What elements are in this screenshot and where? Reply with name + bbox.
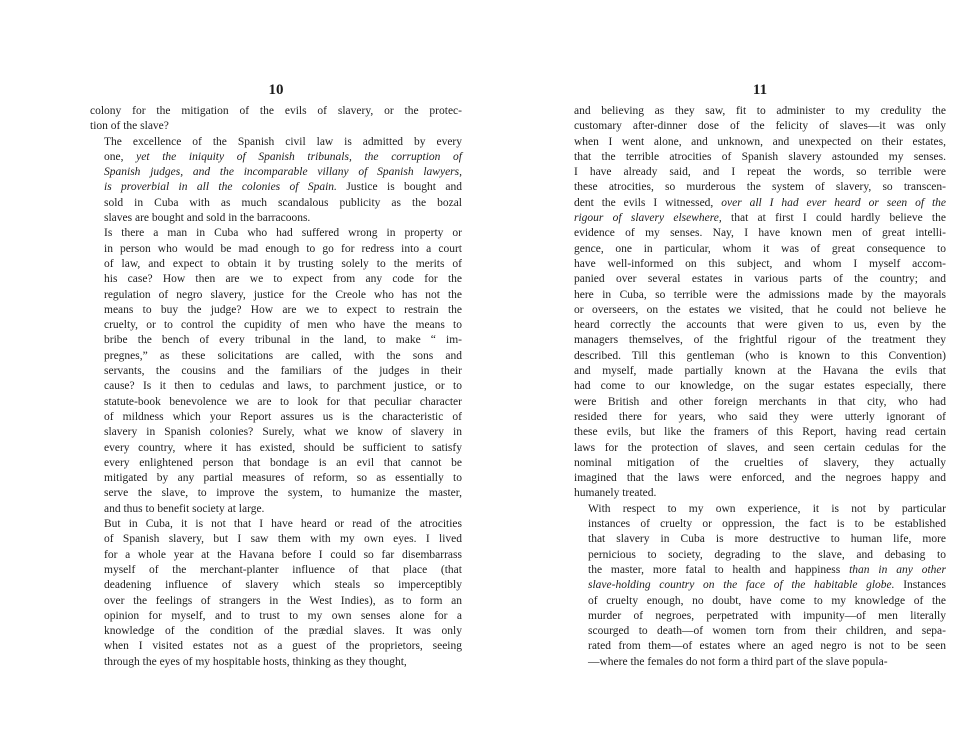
text-line bbox=[574, 211, 946, 226]
text-line bbox=[90, 563, 462, 578]
line-text: had come to our knowledge, on the sugar estates especially, there bbox=[574, 380, 946, 393]
line-text: scourged to death—of women torn from their children, and sepa- bbox=[588, 625, 946, 638]
paragraph bbox=[90, 104, 462, 135]
text-line bbox=[574, 257, 946, 272]
line-text: But in Cuba, it is not that I have heard or read of the atrocities bbox=[104, 518, 462, 531]
line-text: these evils, but like the framers of this Report, having read certain bbox=[574, 426, 946, 439]
page-text bbox=[90, 104, 462, 670]
text-line bbox=[90, 318, 462, 333]
line-text: one, bbox=[104, 150, 137, 163]
text-line bbox=[574, 609, 946, 624]
text-line bbox=[90, 502, 462, 517]
text-line bbox=[574, 150, 946, 165]
line-text: instances of cruelty or oppression, the fact is to be established bbox=[588, 518, 946, 531]
line-text: statute-book benevolence we are to look for that peculiar character bbox=[104, 395, 462, 408]
text-line bbox=[90, 211, 462, 226]
text-line bbox=[574, 180, 946, 195]
line-text: when I visited estates not as a guest of the proprietors, seeing bbox=[104, 640, 462, 653]
line-text: humanely treated. bbox=[574, 487, 657, 500]
text-line bbox=[574, 639, 946, 654]
page-text bbox=[574, 104, 946, 670]
text-line bbox=[574, 196, 946, 211]
text-line bbox=[90, 410, 462, 425]
line-text: nominal mitigation of the cruelties of slavery, they actually bbox=[574, 456, 946, 469]
text-line bbox=[90, 471, 462, 486]
line-text: deadening influence of slavery which steals so imperceptibly bbox=[104, 579, 462, 592]
line-text: myself of the merchant-planter influence of that place (that bbox=[104, 563, 462, 576]
text-line bbox=[574, 349, 946, 364]
text-line bbox=[90, 594, 462, 609]
text-line bbox=[574, 119, 946, 134]
text-line bbox=[90, 333, 462, 348]
line-text: managers themselves, of the frightful rigour of the treatment they bbox=[574, 334, 946, 347]
paragraph bbox=[90, 517, 462, 670]
text-line bbox=[574, 563, 946, 578]
text-line bbox=[574, 624, 946, 639]
text-line bbox=[574, 441, 946, 456]
line-text: Is there a man in Cuba who had suffered wrong in property or bbox=[104, 227, 462, 240]
text-line bbox=[574, 395, 946, 410]
text-line bbox=[90, 532, 462, 547]
text-line bbox=[574, 104, 946, 119]
text-line bbox=[90, 639, 462, 654]
italic-text: rigour of slavery elsewhere, bbox=[574, 212, 722, 225]
text-line bbox=[90, 180, 462, 195]
text-line bbox=[574, 532, 946, 547]
paragraph bbox=[90, 226, 462, 517]
text-line bbox=[574, 242, 946, 257]
line-text: —where the females do not form a third part of the slave popula- bbox=[588, 655, 888, 668]
text-line bbox=[574, 578, 946, 593]
paragraph bbox=[574, 502, 946, 670]
text-line bbox=[574, 364, 946, 379]
line-text: of mildness which your Report assures us is the characteristic of bbox=[104, 410, 462, 423]
line-text: slaves are bought and sold in the barracoons. bbox=[104, 212, 311, 225]
line-text: opinion for myself, and to trust to my own senses alone for a bbox=[104, 609, 462, 622]
line-text: here in Cuba, so terrible were the admissions made by the mayorals bbox=[574, 288, 946, 301]
text-line bbox=[90, 135, 462, 150]
line-text: heard correctly the accounts that were given to us, even by the bbox=[574, 319, 946, 332]
line-text: means to buy the judge? How are we to expect to restrain the bbox=[104, 303, 462, 316]
text-line bbox=[574, 410, 946, 425]
text-line bbox=[90, 655, 462, 670]
text-line bbox=[574, 272, 946, 287]
line-text: knowledge of the condition of the prædial slaves. It was only bbox=[104, 625, 462, 638]
line-text: gence, one in particular, whom it was of great consequence to bbox=[574, 242, 946, 255]
text-line bbox=[574, 517, 946, 532]
line-text: through the eyes of my hospitable hosts, thinking as they thought, bbox=[104, 655, 407, 668]
text-line bbox=[574, 486, 946, 501]
text-line bbox=[574, 379, 946, 394]
text-line bbox=[574, 333, 946, 348]
line-text: and myself, made partially known at the Havana the evils that bbox=[574, 365, 946, 378]
line-text: panied over several estates in various parts of the country; and bbox=[574, 273, 946, 286]
line-text: colony for the mitigation of the evils of slavery, or the protec- bbox=[90, 105, 462, 117]
line-text: pregnes,” as these solicitations are called, with the sons and bbox=[104, 349, 462, 362]
line-text: that at first I could hardly believe the bbox=[721, 212, 946, 225]
italic-text: is proverbial in all the colonies of Spain. bbox=[104, 181, 337, 194]
italic-text: than in any other bbox=[849, 563, 946, 576]
line-text: his case? How then are we to expect from any code for the bbox=[104, 273, 462, 286]
text-line bbox=[574, 425, 946, 440]
text-line bbox=[90, 395, 462, 410]
text-line bbox=[90, 150, 462, 165]
line-text: and thus to benefit society at large. bbox=[104, 502, 265, 515]
text-line bbox=[574, 288, 946, 303]
text-line bbox=[574, 226, 946, 241]
text-line bbox=[90, 624, 462, 639]
text-line bbox=[90, 104, 462, 119]
line-text: in person who would be mad enough to go for redress into a court bbox=[104, 242, 462, 255]
line-text: have well-informed on this subject, and whom I myself accom- bbox=[574, 257, 946, 270]
line-text: pernicious to society, degrading to the slave, and debasing to bbox=[588, 548, 946, 561]
line-text: described. Till this gentleman (who is known to this Convention) bbox=[574, 349, 946, 362]
line-text: The excellence of the Spanish civil law is admitted by every bbox=[104, 135, 462, 148]
text-line bbox=[574, 594, 946, 609]
text-line bbox=[90, 609, 462, 624]
paragraph bbox=[90, 135, 462, 227]
line-text: Justice is bought and bbox=[336, 181, 462, 194]
line-text: serve the slave, to improve the system, to humanize the master, bbox=[104, 487, 462, 500]
text-line bbox=[574, 471, 946, 486]
line-text: imagined that the laws were enforced, and the negroes happy and bbox=[574, 472, 946, 485]
text-line bbox=[574, 456, 946, 471]
line-text: were British and other foreign merchants in that city, who had bbox=[574, 395, 946, 408]
line-text: of Spanish slavery, but I saw them with my own eyes. I lived bbox=[104, 533, 462, 546]
text-line bbox=[90, 349, 462, 364]
line-text: tion of the slave? bbox=[90, 120, 169, 133]
line-text: cause? Is it then to cedulas and laws, to parchment justice, or to bbox=[104, 380, 462, 393]
text-line bbox=[90, 441, 462, 456]
line-text: evidence of my senses. Nay, I have known men of great intelli- bbox=[574, 227, 946, 240]
text-line bbox=[90, 364, 462, 379]
line-text: dent the evils I witnessed, bbox=[574, 196, 722, 209]
text-line bbox=[90, 242, 462, 257]
text-line bbox=[574, 135, 946, 150]
italic-text: over all I had ever heard or seen of the bbox=[721, 196, 946, 209]
italic-text: slave-holding country on the face of the habitable globe. bbox=[588, 579, 895, 592]
text-line bbox=[574, 655, 946, 670]
line-text: these atrocities, so murderous the system of slavery, so transcen- bbox=[574, 181, 946, 194]
text-line bbox=[574, 318, 946, 333]
line-text: every enlightened person that bondage is an evil that cannot be bbox=[104, 456, 462, 469]
text-line bbox=[90, 288, 462, 303]
text-line bbox=[90, 272, 462, 287]
line-text: cruelty, or to control the cupidity of men who have the means to bbox=[104, 319, 462, 332]
text-line bbox=[90, 486, 462, 501]
text-line bbox=[90, 226, 462, 241]
text-line bbox=[574, 303, 946, 318]
text-line bbox=[90, 548, 462, 563]
line-text: slavery in Spanish colonies? Surely, what we know of slavery in bbox=[104, 426, 462, 439]
line-text: rated from them—of estates where an aged negro is not to be seen bbox=[588, 640, 946, 653]
text-line bbox=[90, 257, 462, 272]
line-text: sold in Cuba with as much scandalous publicity as the bozal bbox=[104, 196, 462, 209]
line-text: over the feelings of strangers in the West Indies), as to form an bbox=[104, 594, 462, 607]
line-text: laws for the protection of slaves, and seen certain cedulas for the bbox=[574, 441, 946, 454]
line-text: regulation of negro slavery, justice for the Creole who has not the bbox=[104, 288, 462, 301]
line-text: servants, the cousins and the familiars of the judges in their bbox=[104, 365, 462, 378]
line-text: or overseers, on the estates we visited, that he could not believe he bbox=[574, 303, 946, 316]
text-line bbox=[574, 548, 946, 563]
text-line bbox=[574, 502, 946, 517]
text-line bbox=[90, 456, 462, 471]
text-line bbox=[90, 425, 462, 440]
line-text: I have already said, and I repeat the words, so terrible were bbox=[574, 166, 946, 179]
text-line bbox=[90, 165, 462, 180]
text-line bbox=[90, 379, 462, 394]
italic-text: yet the iniquity of Spanish tribunals, the corruption of bbox=[136, 150, 463, 163]
line-text: Instances bbox=[894, 579, 946, 592]
line-text: resided there for years, who said they were utterly ignorant of bbox=[574, 410, 946, 423]
line-text: With respect to my own experience, it is not by particular bbox=[588, 502, 946, 515]
line-text: for a whole year at the Havana before I could so far disembarrass bbox=[104, 548, 462, 561]
line-text: when I went alone, and unknown, and unexpected on their estates, bbox=[574, 135, 946, 148]
page-number: 11 bbox=[752, 82, 768, 98]
line-text: of law, and expect to obtain it by trusting solely to the merits of bbox=[104, 257, 462, 270]
paragraph bbox=[574, 104, 946, 502]
page-number: 10 bbox=[268, 82, 284, 98]
line-text: of cruelty enough, no doubt, have come to my knowledge of the bbox=[588, 594, 946, 607]
italic-text: Spanish judges, and the incomparable villany of Spanish lawyers, bbox=[104, 166, 462, 179]
line-text: that the terrible atrocities of Spanish slavery astounded my senses. bbox=[574, 150, 946, 163]
line-text: customary after-dinner dose of the felicity of slaves—it was only bbox=[574, 120, 946, 133]
text-line bbox=[90, 517, 462, 532]
left-page bbox=[90, 0, 462, 670]
text-line bbox=[90, 119, 462, 134]
line-text: bribe the bench of every tribunal in the land, to make “ im- bbox=[104, 334, 462, 347]
line-text: murder of negroes, perpetrated with impunity—of men literally bbox=[588, 609, 946, 622]
text-line bbox=[90, 303, 462, 318]
line-text: and believing as they saw, fit to administer to my credulity the bbox=[574, 105, 946, 117]
text-line bbox=[90, 578, 462, 593]
line-text: the master, more fatal to health and happiness bbox=[588, 563, 850, 576]
right-page bbox=[574, 0, 946, 670]
line-text: every country, where it has existed, should be sufficient to satisfy bbox=[104, 441, 462, 454]
line-text: that slavery in Cuba is more destructive to human life, more bbox=[588, 533, 946, 546]
text-line bbox=[90, 196, 462, 211]
line-text: mitigated by any partial measures of reform, so as essentially to bbox=[104, 472, 462, 485]
text-line bbox=[574, 165, 946, 180]
